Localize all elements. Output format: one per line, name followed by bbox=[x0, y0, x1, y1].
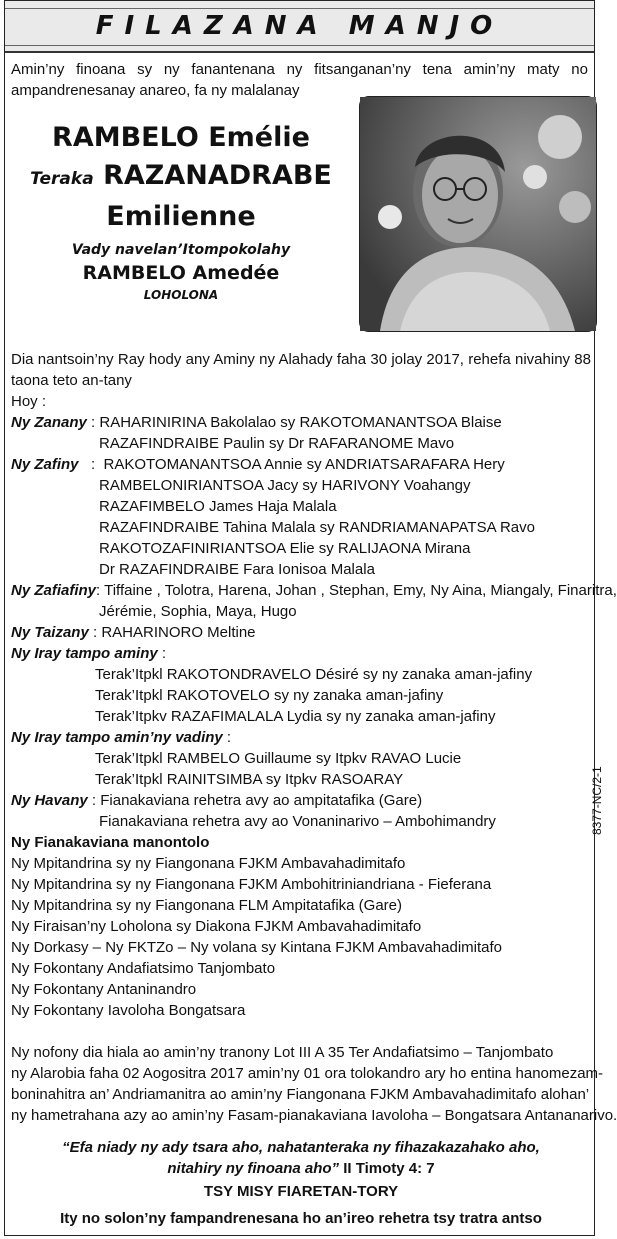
havany-label: Ny Havany bbox=[11, 792, 88, 809]
spouse-label: Vady navelan’Itompokolahy bbox=[71, 242, 291, 258]
zafiafiny-names-2: Jérémie, Sophia, Maya, Hugo bbox=[99, 603, 297, 620]
org-item: Ny Firaisan’ny Loholona sy Diakona FJKM Ambavahadimitafo bbox=[11, 918, 422, 935]
havany-row: Ny Havany : Fianakaviana rehetra avy ao ampitatafika (Gare) bbox=[11, 792, 423, 809]
zafiny-row: RAMBELONIRIANTSOA Jacy sy HARIVONY Voahangy bbox=[99, 477, 471, 494]
funeral-info: boninahitra an’ Andriamanitra ao amin’ny Fiangonana FJKM Ambavahadimitafo alohan’ bbox=[11, 1086, 590, 1103]
org-item: Ny Fokontany Iavoloha Bongatsara bbox=[11, 1002, 246, 1019]
zafiny-row: Ny Zafiny : RAKOTOMANANTSOA Annie sy ANDRIATSARAFARA Hery bbox=[11, 456, 505, 473]
org-item: Ny Dorkasy – Ny FKTZo – Ny volana sy Kintana FJKM Ambavahadimitafo bbox=[11, 939, 503, 956]
taizany-name: RAHARINORO Meltine bbox=[101, 624, 256, 641]
ad-code: 8377-NC/2-1 bbox=[590, 766, 604, 835]
deceased-name-3: Emilienne bbox=[106, 201, 256, 232]
obituary-notice bbox=[4, 0, 617, 1236]
deceased-name-2 bbox=[11, 157, 351, 198]
org-item: Ny Mpitandrina sy ny Fiangonana FJKM Ambavahadimitafo bbox=[11, 855, 406, 872]
iray-aminy-item: Terak’Itpkv RAZAFIMALALA Lydia sy ny zanaka aman-jafiny bbox=[95, 708, 496, 725]
zafiny-row: Dr RAZAFINDRAIBE Fara Ionisoa Malala bbox=[99, 561, 375, 578]
zafiny-row: RAZAFIMBELO James Haja Malala bbox=[99, 498, 337, 515]
manontolo-label: Ny Fianakaviana manontolo bbox=[11, 834, 210, 851]
org-item: Ny Mpitandrina sy ny Fiangonana FLM Ampitatafika (Gare) bbox=[11, 897, 403, 914]
death-notice: Dia nantsoin’ny Ray hody any Aminy ny Alahady faha 30 jolay 2017, rehefa nivahiny 88 taona teto an-tany bbox=[11, 351, 591, 389]
zafiny-label: Ny Zafiny bbox=[11, 456, 79, 473]
notice-body bbox=[11, 59, 617, 1227]
zafiny-1: RAKOTOMANANTSOA Annie sy ANDRIATSARAFARA Hery bbox=[103, 456, 505, 473]
maiden-surname: RAZANADRABE bbox=[103, 160, 332, 191]
spouse-name: RAMBELO Amedée bbox=[82, 262, 280, 284]
zafiny-row: RAKOTOZAFINIRIANTSOA Elie sy RALIJAONA Mirana bbox=[99, 540, 471, 557]
portrait-image bbox=[360, 97, 596, 331]
iray-aminy-label: Ny Iray tampo aminy bbox=[11, 645, 158, 662]
bible-quote-2 bbox=[11, 1158, 591, 1179]
taizany-row: Ny Taizany : RAHARINORO Meltine bbox=[11, 624, 256, 641]
org-item: Ny Fokontany Andafiatsimo Tanjombato bbox=[11, 960, 276, 977]
iray-vadiny-row: Ny Iray tampo amin’ny vadiny : bbox=[11, 729, 232, 746]
zafiafiny-label: Ny Zafiafiny bbox=[11, 582, 97, 599]
hoy-label: Hoy : bbox=[11, 393, 47, 410]
deceased-names bbox=[11, 119, 351, 304]
havany-row: Fianakaviana rehetra avy ao Vonaninarivo – Ambohimandry bbox=[99, 813, 496, 830]
taizany-label: Ny Taizany bbox=[11, 624, 89, 641]
funeral-info: ny hametrahana azy ao amin’ny Fasam-pianakaviana Iavoloha – Bongatsara Antananarivo. bbox=[11, 1107, 617, 1124]
notice-footer bbox=[11, 1137, 591, 1233]
zanany-1: RAHARINIRINA Bakolalao sy RAKOTOMANANTSOA Blaise bbox=[99, 414, 502, 431]
deceased-name-1: RAMBELO Emélie bbox=[52, 122, 310, 153]
iray-aminy-item: Terak’Itpkl RAKOTONDRAVELO Désiré sy ny zanaka aman-jafiny bbox=[95, 666, 533, 683]
zafiafiny-names-1: Tiffaine , Tolotra, Harena, Johan , Stephan, Emy, Ny Aina, Miangaly, Finaritra, bbox=[104, 582, 617, 599]
iray-vadiny-label: Ny Iray tampo amin’ny vadiny bbox=[11, 729, 223, 746]
havany-1: Fianakaviana rehetra avy ao ampitatafika (Gare) bbox=[100, 792, 423, 809]
quote-text: nitahiry ny finoana aho” bbox=[167, 1160, 340, 1177]
org-item: Ny Mpitandrina sy ny Fiangonana FJKM Ambohitriniandriana - Fieferana bbox=[11, 876, 492, 893]
zafiafiny-row: Ny Zafiafiny: Tiffaine , Tolotra, Harena, Johan , Stephan, Emy, Ny Aina, Miangaly, Finaritra, bbox=[11, 582, 617, 599]
zafiny-row: RAZAFINDRAIBE Tahina Malala sy RANDRIAMANAPATSA Ravo bbox=[99, 519, 535, 536]
funeral-info: Ny nofony dia hiala ao amin’ny tranony Lot III A 35 Ter Andafiatsimo – Tanjombato bbox=[11, 1044, 554, 1061]
zanany-label: Ny Zanany bbox=[11, 414, 87, 431]
zanany-row: RAZAFINDRAIBE Paulin sy Dr RAFARANOME Mavo bbox=[99, 435, 455, 452]
closing-note: Ity no solon’ny fampandrenesana ho an’ireo rehetra tsy tratra antso bbox=[60, 1210, 542, 1227]
quote-reference: II Timoty 4: 7 bbox=[343, 1160, 435, 1177]
intro-text: Amin’ny finoana sy ny fanantenana ny fitsanganan’ny tena amin’ny maty no ampandrenesanay anareo, fa ny malalanay bbox=[11, 61, 588, 99]
deceased-photo bbox=[359, 96, 597, 332]
birth-prefix: Teraka bbox=[30, 169, 94, 189]
spouse-title: LOHOLONA bbox=[143, 288, 219, 302]
header-banner bbox=[5, 1, 594, 53]
no-flowers-note: TSY MISY FIARETAN-TORY bbox=[203, 1183, 399, 1200]
iray-aminy-row: Ny Iray tampo aminy : bbox=[11, 645, 167, 662]
bible-quote-1: “Efa niady ny ady tsara aho, nahatanteraka ny fihazakazahako aho, bbox=[62, 1139, 540, 1156]
iray-aminy-item: Terak’Itpkl RAKOTOVELO sy ny zanaka aman-jafiny bbox=[95, 687, 444, 704]
funeral-info: ny Alarobia faha 02 Aogositra 2017 amin’ny 01 ora tolokandro ary ho entina hanomezam- bbox=[11, 1065, 604, 1082]
org-item: Ny Fokontany Antaninandro bbox=[11, 981, 197, 998]
zanany-row: Ny Zanany : RAHARINIRINA Bakolalao sy RAKOTOMANANTSOA Blaise bbox=[11, 414, 502, 431]
notice-title: FILAZANA MANJO bbox=[95, 11, 504, 41]
iray-vadiny-item: Terak’Itpkl RAINITSIMBA sy Itpkv RASOARAY bbox=[95, 771, 404, 788]
iray-vadiny-item: Terak’Itpkl RAMBELO Guillaume sy Itpkv RAVAO Lucie bbox=[95, 750, 462, 767]
